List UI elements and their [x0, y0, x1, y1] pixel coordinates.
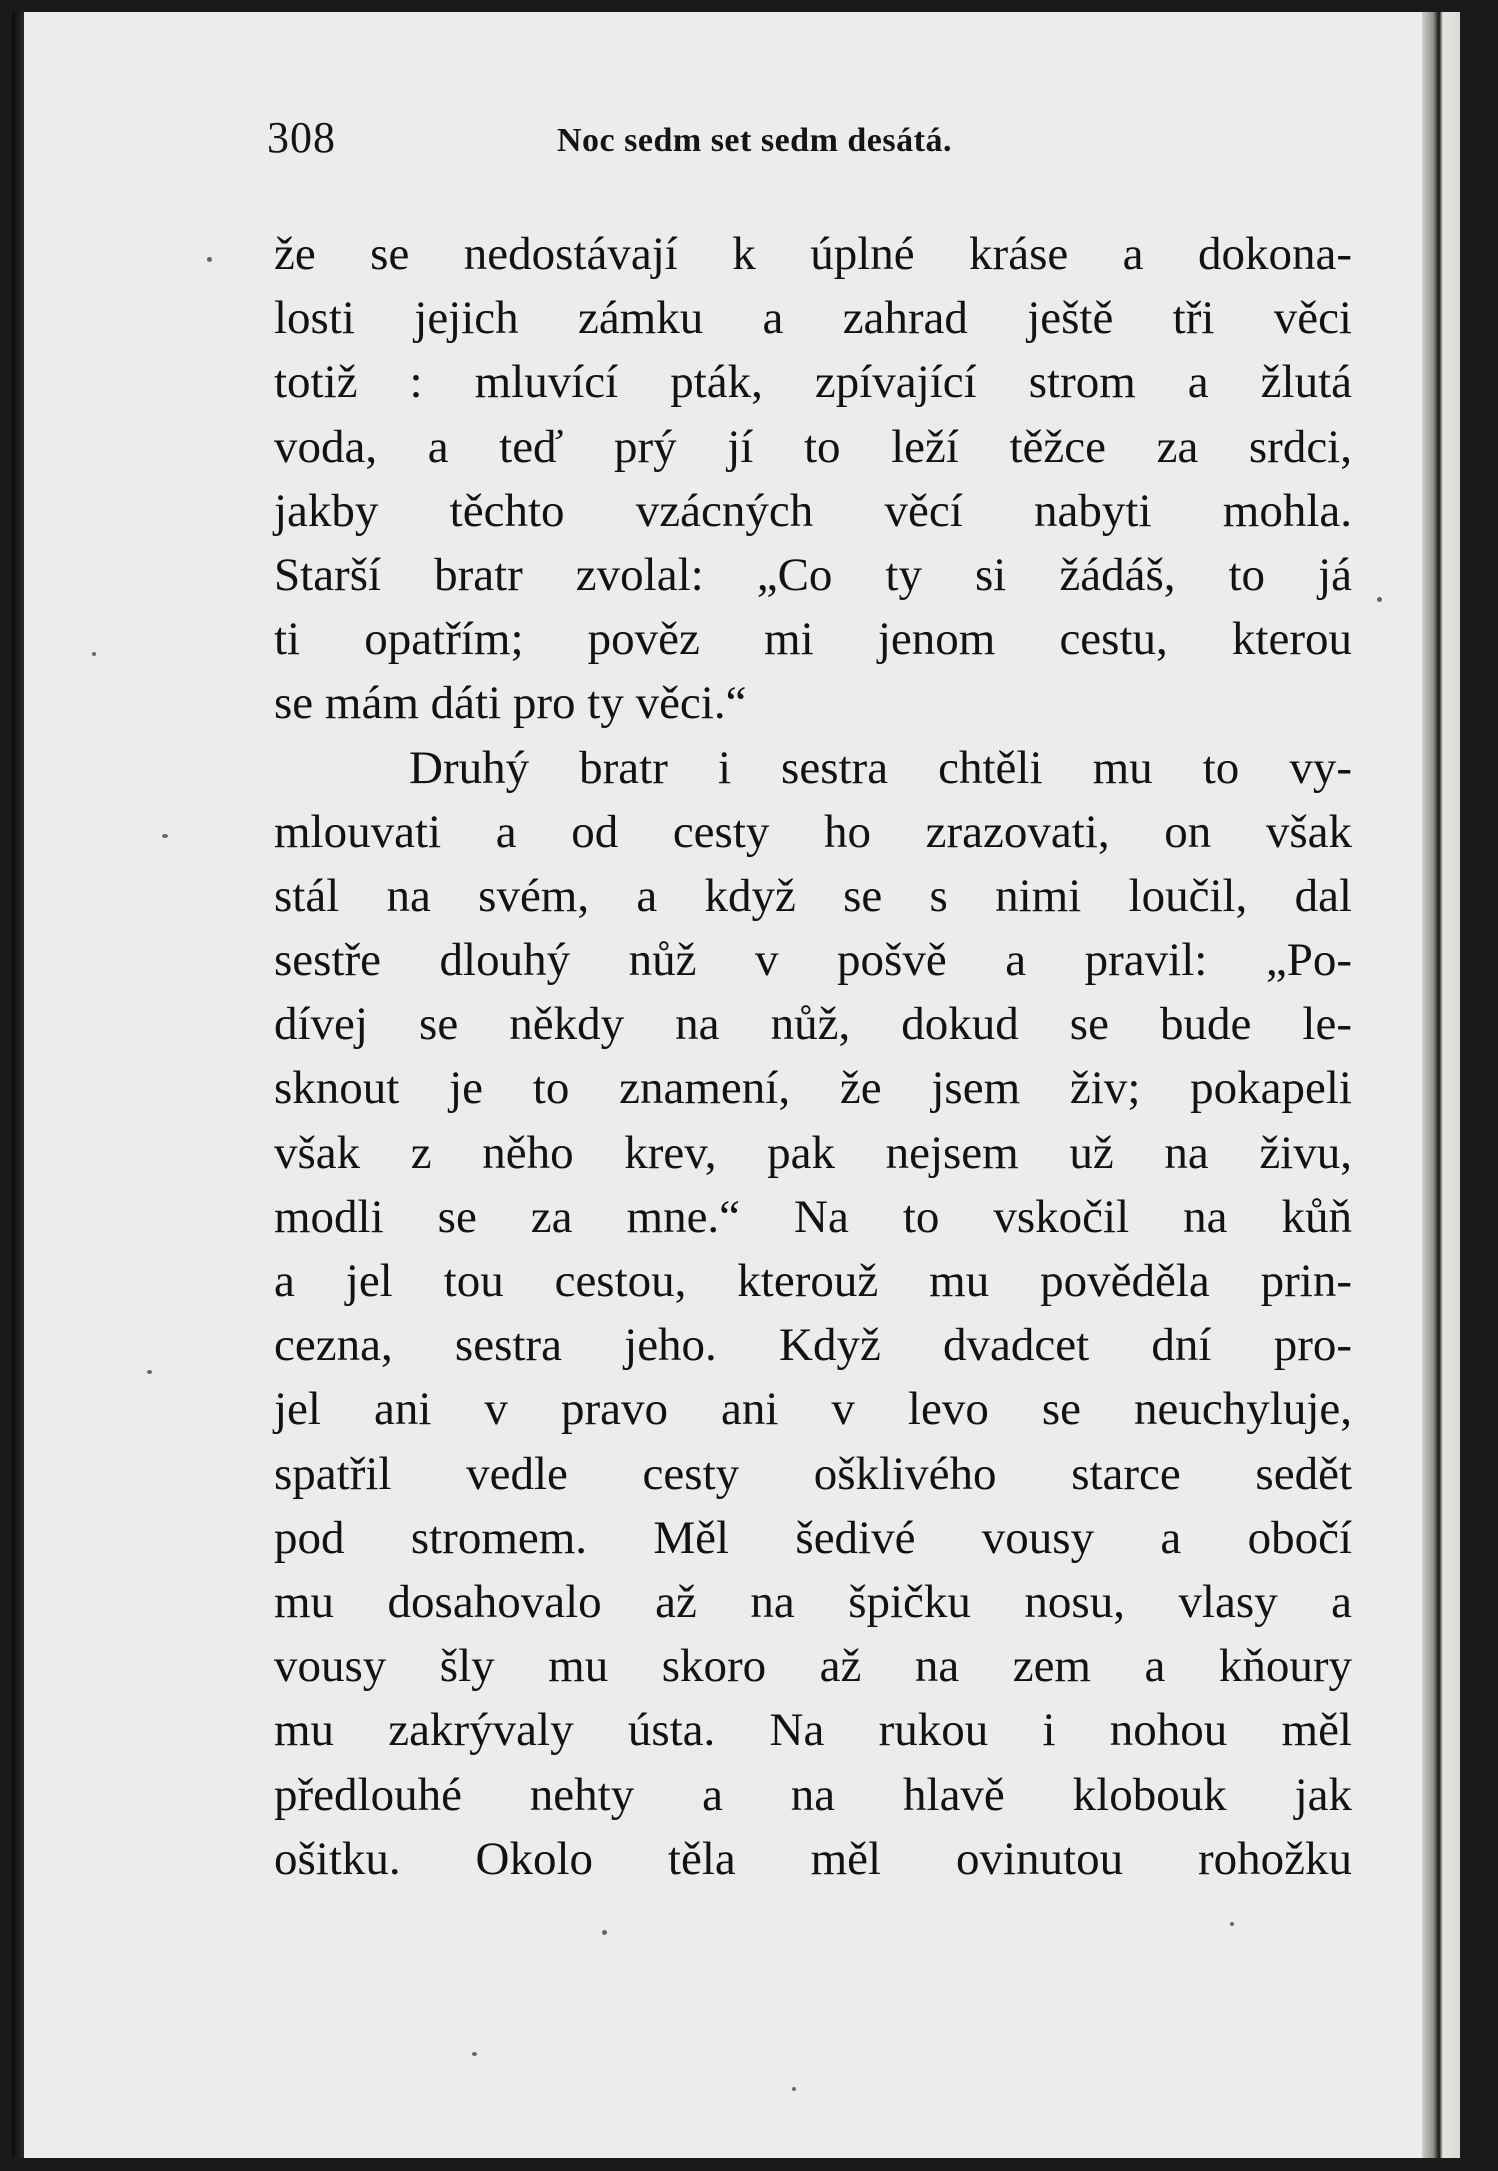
text-line: pod stromem. Měl šedivé vousy a obočí	[274, 1511, 1352, 1564]
page-shadow-left	[12, 12, 24, 2158]
paragraph-1	[274, 222, 1352, 736]
paper-speck	[1230, 1922, 1234, 1926]
paper-speck	[472, 2052, 477, 2056]
text-line: že se nedostávají k úplné kráse a dokona-	[274, 228, 1352, 280]
paper-speck	[602, 1930, 607, 1935]
text-line: modli se za mne.“ Na to vskočil na kůň	[274, 1190, 1352, 1243]
text-line: stál na svém, a když se s nimi loučil, dal	[274, 869, 1352, 922]
page-edge-right	[1422, 12, 1460, 2158]
text-line: Druhý bratr i sestra chtěli mu to vy-	[409, 741, 1352, 794]
text-line: sknout je to znamení, že jsem živ; pokapeli	[274, 1062, 1352, 1115]
running-head	[267, 112, 1367, 172]
page-scan	[12, 12, 1460, 2158]
paper-speck	[162, 834, 168, 838]
paper-speck	[92, 652, 96, 656]
running-title: Noc sedm set sedm desátá.	[557, 122, 952, 159]
page-number: 308	[267, 113, 336, 162]
text-line: se mám dáti pro ty věci.“	[274, 677, 747, 730]
text-line: a jel tou cestou, kterouž mu pověděla prin-	[274, 1255, 1352, 1307]
text-line: ošitku. Okolo těla měl ovinutou rohožku	[274, 1832, 1352, 1885]
paper-speck	[207, 257, 212, 262]
text-line: losti jejich zámku a zahrad ještě tři věci	[274, 292, 1352, 345]
text-line: totiž : mluvící pták, zpívající strom a žlutá	[274, 356, 1352, 409]
paper-speck	[147, 1370, 152, 1374]
body-text	[274, 222, 1352, 1891]
text-line: ti opatřím; pověz mi jenom cestu, kterou	[274, 613, 1352, 666]
text-line: Starší bratr zvolal: „Co ty si žádáš, to já	[274, 548, 1352, 601]
text-line: cezna, sestra jeho. Když dvadcet dní pro-	[274, 1319, 1352, 1372]
paragraph-2	[274, 736, 1352, 1891]
text-line: však z něho krev, pak nejsem už na živu,	[274, 1126, 1352, 1179]
text-line: mu dosahovalo až na špičku nosu, vlasy a	[274, 1575, 1352, 1628]
text-line: jakby těchto vzácných věcí nabyti mohla.	[274, 484, 1352, 537]
paper-speck	[792, 2087, 796, 2091]
text-line: dívej se někdy na nůž, dokud se bude le-	[274, 998, 1352, 1051]
text-line: spatřil vedle cesty ošklivého starce sedět	[274, 1447, 1352, 1500]
text-line: předlouhé nehty a na hlavě klobouk jak	[274, 1768, 1352, 1821]
text-line: jel ani v pravo ani v levo se neuchyluje,	[274, 1383, 1352, 1436]
text-line: sestře dlouhý nůž v pošvě a pravil: „Po-	[274, 934, 1352, 987]
text-line: voda, a teď prý jí to leží těžce za srdci,	[274, 420, 1352, 473]
text-line: vousy šly mu skoro až na zem a kňoury	[274, 1640, 1352, 1693]
paper-speck	[1377, 597, 1382, 602]
text-line: mu zakrývaly ústa. Na rukou i nohou měl	[274, 1704, 1352, 1757]
text-line: mlouvati a od cesty ho zrazovati, on však	[274, 805, 1352, 858]
